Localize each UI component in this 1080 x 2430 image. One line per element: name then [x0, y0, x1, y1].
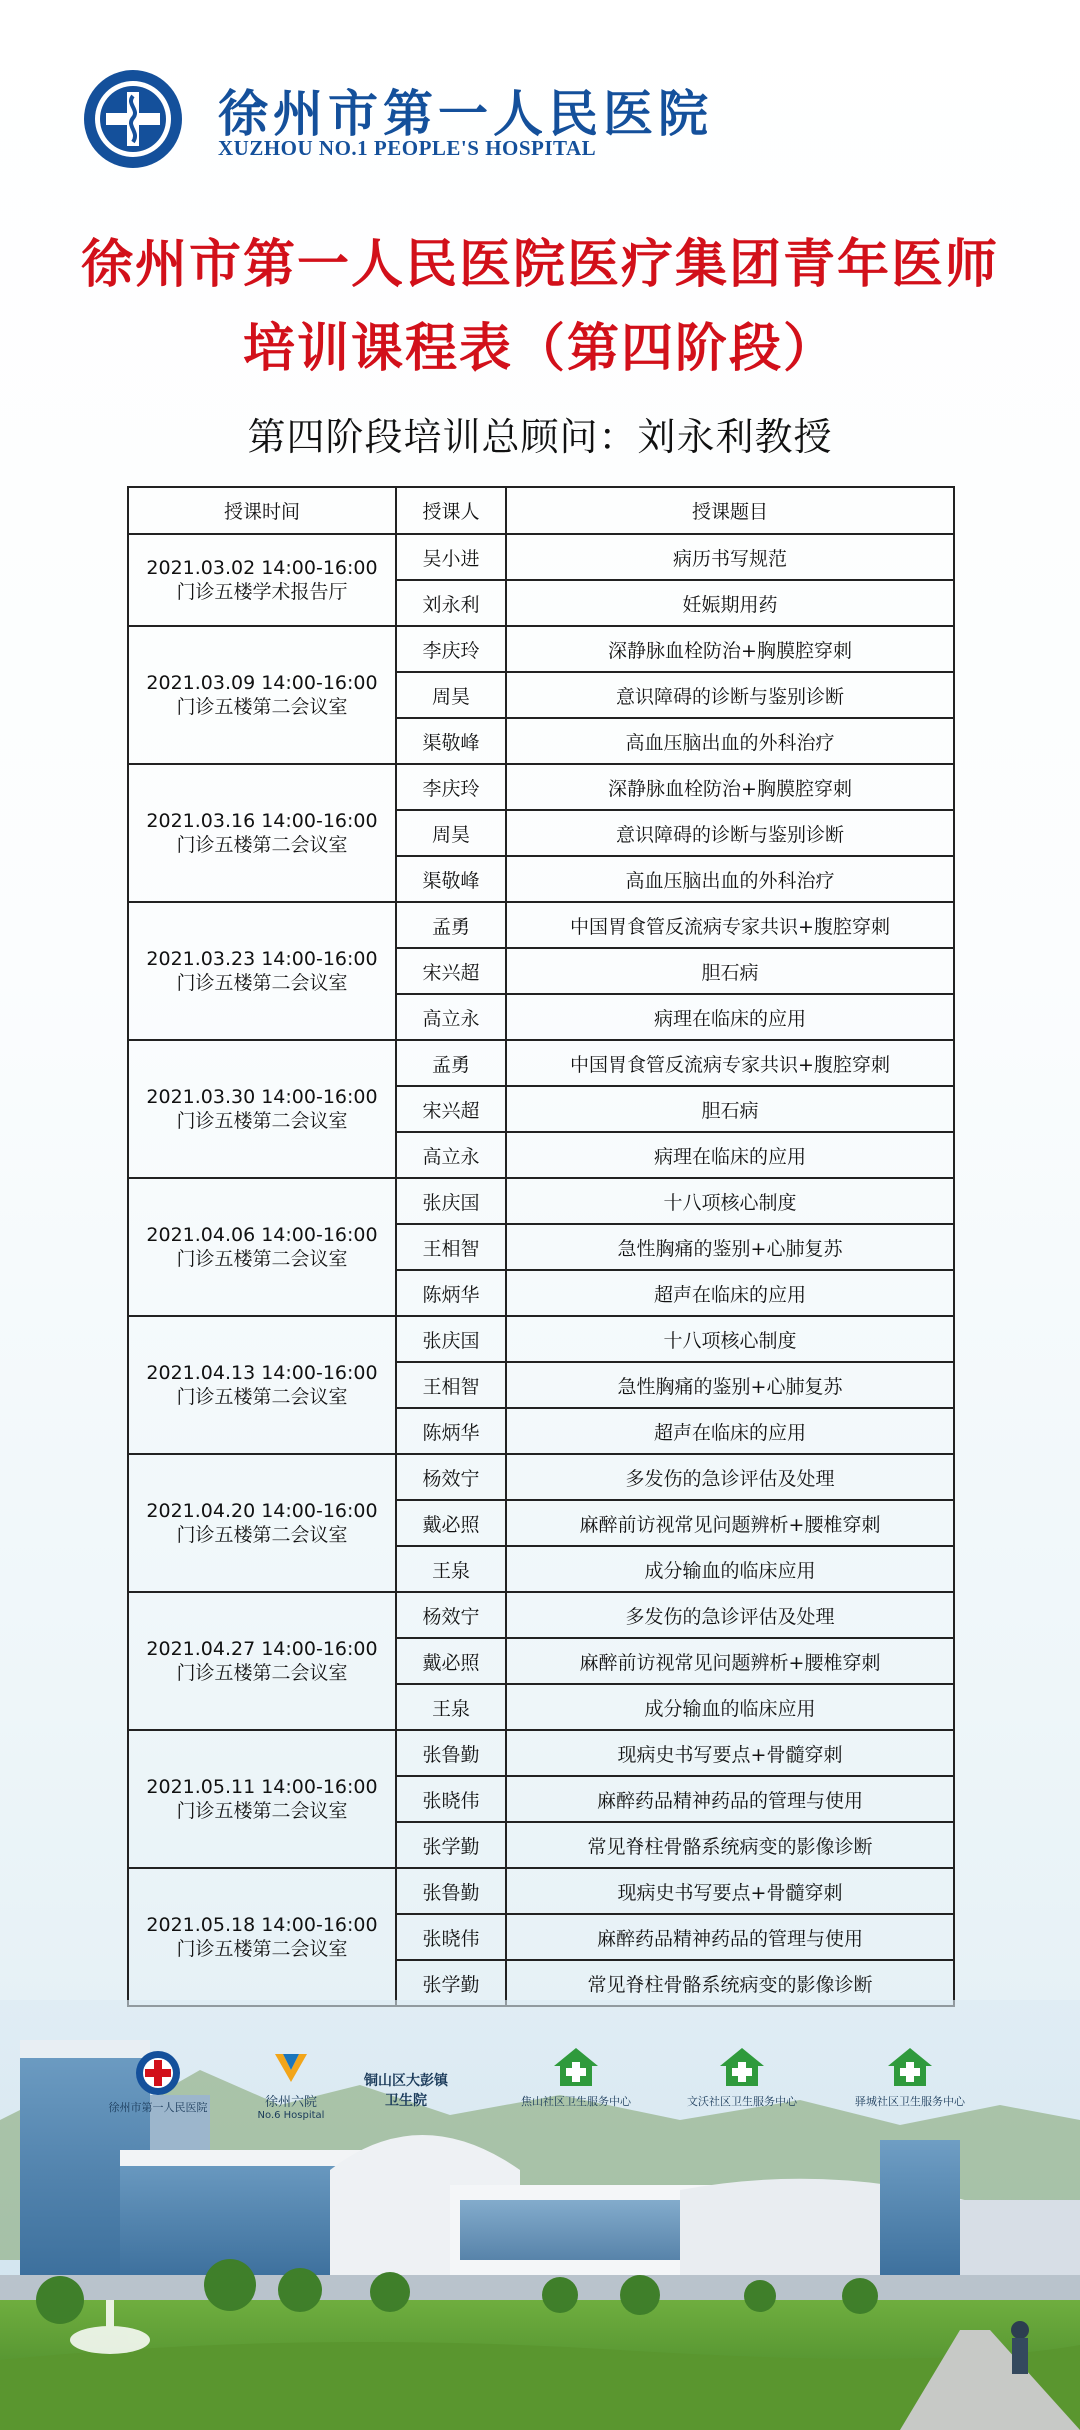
lecturer-cell: 周昊 [396, 672, 506, 718]
hospital-name-en: XUZHOU NO.1 PEOPLE'S HOSPITAL [218, 136, 597, 160]
table-row [128, 902, 954, 948]
partner-2 [246, 2048, 336, 2121]
session-time-cell [128, 764, 396, 902]
session-date: 2021.05.11 14:00-16:00 [146, 1776, 378, 1798]
topic-cell: 高血压脑出血的外科治疗 [506, 718, 954, 764]
table-row [128, 1454, 954, 1500]
topic-cell: 病历书写规范 [506, 534, 954, 580]
lecturer-cell: 吴小进 [396, 534, 506, 580]
table-row [128, 626, 954, 672]
session-place: 门诊五楼学术报告厅 [176, 581, 348, 603]
partner-name: 文沃社区卫生服务中心 [687, 2095, 797, 2108]
table-row [128, 1730, 954, 1776]
topic-cell: 意识障碍的诊断与鉴别诊断 [506, 810, 954, 856]
lecturer-cell: 渠敬峰 [396, 718, 506, 764]
session-time-cell [128, 1868, 396, 2006]
topic-cell: 妊娠期用药 [506, 580, 954, 626]
lecturer-cell: 杨效宁 [396, 1592, 506, 1638]
schedule-table [127, 486, 955, 2007]
topic-cell: 多发伤的急诊评估及处理 [506, 1592, 954, 1638]
topic-cell: 麻醉药品精神药品的管理与使用 [506, 1914, 954, 1960]
topic-cell: 十八项核心制度 [506, 1316, 954, 1362]
partner-3 [356, 2070, 456, 2110]
lecturer-cell: 周昊 [396, 810, 506, 856]
lecturer-cell: 张学勤 [396, 1822, 506, 1868]
lecturer-cell: 张晓伟 [396, 1776, 506, 1822]
table-row [128, 1178, 954, 1224]
page-title-line2: 培训课程表（第四阶段） [242, 318, 837, 379]
partner-name: 徐州六院 [264, 2095, 317, 2110]
topic-cell: 急性胸痛的鉴别+心肺复苏 [506, 1224, 954, 1270]
lecturer-cell: 张鲁勤 [396, 1868, 506, 1914]
session-time-cell [128, 1592, 396, 1730]
lecturer-cell: 孟勇 [396, 1040, 506, 1086]
lecturer-cell: 宋兴超 [396, 948, 506, 994]
partner-name: 徐州市第一人民医院 [108, 2101, 208, 2114]
topic-cell: 麻醉前访视常见问题辨析+腰椎穿刺 [506, 1500, 954, 1546]
header-lecturer: 授课人 [396, 487, 506, 534]
lecturer-cell: 戴必照 [396, 1638, 506, 1684]
lecturer-cell: 刘永利 [396, 580, 506, 626]
hospital-cross-icon [135, 2050, 181, 2096]
topic-cell: 现病史书写要点+骨髓穿刺 [506, 1730, 954, 1776]
topic-cell: 常见脊柱骨骼系统病变的影像诊断 [506, 1960, 954, 2006]
lecturer-cell: 戴必照 [396, 1500, 506, 1546]
partner-name: 驿城社区卫生服务中心 [855, 2095, 965, 2108]
topic-cell: 深静脉血栓防治+胸膜腔穿刺 [506, 626, 954, 672]
lecturer-cell: 孟勇 [396, 902, 506, 948]
session-date: 2021.04.13 14:00-16:00 [146, 1362, 378, 1384]
partner-6 [840, 2044, 980, 2109]
topic-cell: 意识障碍的诊断与鉴别诊断 [506, 672, 954, 718]
lecturer-cell: 高立永 [396, 994, 506, 1040]
topic-cell: 超声在临床的应用 [506, 1270, 954, 1316]
partner-1 [108, 2050, 208, 2115]
lecturer-cell: 张鲁勤 [396, 1730, 506, 1776]
lecturer-cell: 陈炳华 [396, 1408, 506, 1454]
session-time-cell [128, 1316, 396, 1454]
header-topic: 授课题目 [506, 487, 954, 534]
session-time-cell [128, 1730, 396, 1868]
lecturer-cell: 高立永 [396, 1132, 506, 1178]
table-header-row [128, 487, 954, 534]
session-place: 门诊五楼第二会议室 [176, 834, 348, 856]
topic-cell: 成分输血的临床应用 [506, 1684, 954, 1730]
session-time-cell [128, 1454, 396, 1592]
topic-cell: 胆石病 [506, 1086, 954, 1132]
session-date: 2021.03.23 14:00-16:00 [146, 948, 378, 970]
lecturer-cell: 张学勤 [396, 1960, 506, 2006]
lecturer-cell: 张庆国 [396, 1178, 506, 1224]
lecturer-cell: 李庆玲 [396, 764, 506, 810]
health-house-icon [882, 2044, 938, 2090]
health-house-icon [548, 2044, 604, 2090]
table-row [128, 1316, 954, 1362]
hospital-name-cn: 徐州市第一人民医院 [218, 84, 713, 143]
session-time-cell [128, 626, 396, 764]
topic-cell: 急性胸痛的鉴别+心肺复苏 [506, 1362, 954, 1408]
topic-cell: 中国胃食管反流病专家共识+腹腔穿刺 [506, 902, 954, 948]
topic-cell: 麻醉药品精神药品的管理与使用 [506, 1776, 954, 1822]
topic-cell: 成分输血的临床应用 [506, 1546, 954, 1592]
hospital-logo [82, 68, 184, 170]
health-house-icon [714, 2044, 770, 2090]
session-date: 2021.03.30 14:00-16:00 [146, 1086, 378, 1108]
session-place: 门诊五楼第二会议室 [176, 972, 348, 994]
lecturer-cell: 渠敬峰 [396, 856, 506, 902]
partner-4 [506, 2044, 646, 2109]
hospital-emblem-icon [82, 68, 184, 170]
topic-cell: 病理在临床的应用 [506, 994, 954, 1040]
lecturer-cell: 王泉 [396, 1546, 506, 1592]
partner-name: 铜山区大彭镇 [364, 2073, 448, 2089]
lecturer-cell: 陈炳华 [396, 1270, 506, 1316]
lecturer-cell: 王相智 [396, 1224, 506, 1270]
v-logo-icon [271, 2048, 311, 2088]
topic-cell: 多发伤的急诊评估及处理 [506, 1454, 954, 1500]
topic-cell: 高血压脑出血的外科治疗 [506, 856, 954, 902]
partner-sub: No.6 Hospital [257, 2110, 325, 2121]
table-row [128, 534, 954, 580]
session-place: 门诊五楼第二会议室 [176, 1110, 348, 1132]
session-place: 门诊五楼第二会议室 [176, 696, 348, 718]
session-place: 门诊五楼第二会议室 [176, 1800, 348, 1822]
session-date: 2021.04.06 14:00-16:00 [146, 1224, 378, 1246]
topic-cell: 超声在临床的应用 [506, 1408, 954, 1454]
partner-sub: 卫生院 [385, 2093, 427, 2109]
session-time-cell [128, 1178, 396, 1316]
lecturer-cell: 王泉 [396, 1684, 506, 1730]
topic-cell: 现病史书写要点+骨髓穿刺 [506, 1868, 954, 1914]
lecturer-cell: 张庆国 [396, 1316, 506, 1362]
session-date: 2021.04.20 14:00-16:00 [146, 1500, 378, 1522]
session-time-cell [128, 902, 396, 1040]
partner-logos [0, 2040, 1080, 2130]
table-row [128, 1592, 954, 1638]
schedule-body [128, 534, 954, 2006]
lecturer-cell: 王相智 [396, 1362, 506, 1408]
session-date: 2021.04.27 14:00-16:00 [146, 1638, 378, 1660]
partner-name: 焦山社区卫生服务中心 [521, 2095, 631, 2108]
session-time-cell [128, 534, 396, 626]
topic-cell: 麻醉前访视常见问题辨析+腰椎穿刺 [506, 1638, 954, 1684]
partner-5 [672, 2044, 812, 2109]
session-place: 门诊五楼第二会议室 [176, 1386, 348, 1408]
session-date: 2021.03.02 14:00-16:00 [146, 557, 378, 579]
session-date: 2021.05.18 14:00-16:00 [146, 1914, 378, 1936]
topic-cell: 深静脉血栓防治+胸膜腔穿刺 [506, 764, 954, 810]
lecturer-cell: 杨效宁 [396, 1454, 506, 1500]
topic-cell: 中国胃食管反流病专家共识+腹腔穿刺 [506, 1040, 954, 1086]
table-row [128, 1868, 954, 1914]
session-place: 门诊五楼第二会议室 [176, 1248, 348, 1270]
lecturer-cell: 张晓伟 [396, 1914, 506, 1960]
table-row [128, 1040, 954, 1086]
page-title-line1: 徐州市第一人民医院医疗集团青年医师 [80, 234, 999, 295]
session-date: 2021.03.09 14:00-16:00 [146, 672, 378, 694]
session-time-cell [128, 1040, 396, 1178]
page-subtitle: 第四阶段培训总顾问：刘永利教授 [247, 415, 833, 459]
table-row [128, 764, 954, 810]
lecturer-cell: 李庆玲 [396, 626, 506, 672]
session-place: 门诊五楼第二会议室 [176, 1524, 348, 1546]
header-time: 授课时间 [128, 487, 396, 534]
topic-cell: 病理在临床的应用 [506, 1132, 954, 1178]
topic-cell: 十八项核心制度 [506, 1178, 954, 1224]
session-place: 门诊五楼第二会议室 [176, 1662, 348, 1684]
topic-cell: 常见脊柱骨骼系统病变的影像诊断 [506, 1822, 954, 1868]
session-place: 门诊五楼第二会议室 [176, 1938, 348, 1960]
topic-cell: 胆石病 [506, 948, 954, 994]
session-date: 2021.03.16 14:00-16:00 [146, 810, 378, 832]
lecturer-cell: 宋兴超 [396, 1086, 506, 1132]
